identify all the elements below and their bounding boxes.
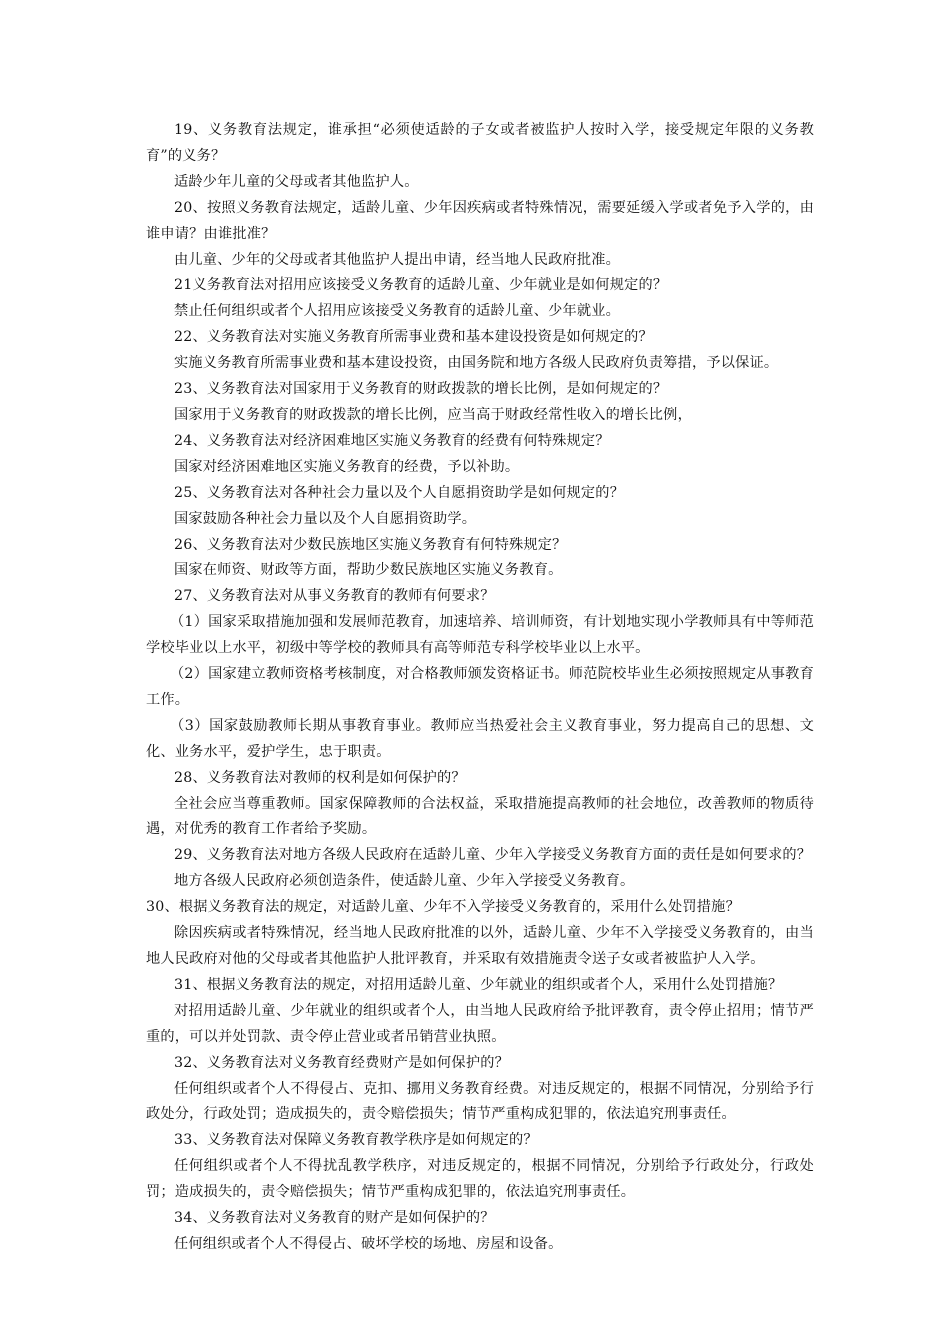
answer-31: 对招用适龄儿童、少年就业的组织或者个人，由当地人民政府给予批评教育，责令停止招用；情节严重的，可以并处罚款、责令停止营业或者吊销营业执照。 bbox=[146, 1002, 814, 1045]
document-body bbox=[146, 118, 814, 1258]
answer-27-item-3: （3）国家鼓励教师长期从事教育事业。教师应当热爱社会主义教育事业，努力提高自己的思想、文化、业务水平，爱护学生，忠于职责。 bbox=[146, 717, 814, 760]
question-30: 30、根据义务教育法的规定，对适龄儿童、少年不入学接受义务教育的，采用什么处罚措施？ bbox=[146, 899, 740, 916]
question-28: 28、义务教育法对教师的权利是如何保护的？ bbox=[174, 769, 466, 786]
answer-22: 实施义务教育所需事业费和基本建设投资，由国务院和地方各级人民政府负责筹措，予以保证。 bbox=[174, 355, 779, 372]
question-26: 26、义务教育法对少数民族地区实施义务教育有何特殊规定？ bbox=[174, 536, 567, 553]
answer-33: 任何组织或者个人不得扰乱教学秩序，对违反规定的，根据不同情况，分别给予行政处分，行政处罚；造成损失的，责令赔偿损失；情节严重构成犯罪的，依法追究刑事责任。 bbox=[146, 1158, 814, 1201]
answer-27-item-1: （1）国家采取措施加强和发展师范教育，加速培养、培训师资，有计划地实现小学教师具有中等师范学校毕业以上水平，初级中等学校的教师具有高等师范专科学校毕业以上水平。 bbox=[146, 614, 814, 657]
question-25: 25、义务教育法对各种社会力量以及个人自愿捐资助学是如何规定的？ bbox=[174, 484, 625, 501]
answer-21: 禁止任何组织或者个人招用应该接受义务教育的适龄儿童、少年就业。 bbox=[174, 303, 621, 320]
question-21: 21义务教育法对招用应该接受义务教育的适龄儿童、少年就业是如何规定的？ bbox=[174, 277, 668, 294]
question-31: 31、根据义务教育法的规定，对招用适龄儿童、少年就业的组织或者个人，采用什么处罚措施？ bbox=[174, 976, 783, 993]
question-22: 22、义务教育法对实施义务教育所需事业费和基本建设投资是如何规定的？ bbox=[174, 329, 653, 346]
question-29: 29、义务教育法对地方各级人民政府在适龄儿童、少年入学接受义务教育方面的责任是如何要求的？ bbox=[174, 847, 812, 864]
answer-24: 国家对经济困难地区实施义务教育的经费，予以补助。 bbox=[174, 458, 520, 475]
question-33: 33、义务教育法对保障义务教育教学秩序是如何规定的？ bbox=[174, 1132, 538, 1149]
question-19: 19、义务教育法规定，谁承担“必须使适龄的子女或者被监护人按时入学，接受规定年限的义务教育”的义务？ bbox=[146, 122, 814, 164]
answer-23: 国家用于义务教育的财政拨款的增长比例，应当高于财政经常性收入的增长比例， bbox=[174, 406, 692, 423]
answer-32: 任何组织或者个人不得侵占、克扣、挪用义务教育经费。对违反规定的，根据不同情况，分别给予行政处分，行政处罚；造成损失的，责令赔偿损失；情节严重构成犯罪的，依法追究刑事责任。 bbox=[146, 1080, 814, 1123]
question-32: 32、义务教育法对义务教育经费财产是如何保护的？ bbox=[174, 1054, 509, 1071]
question-20: 20、按照义务教育法规定，适龄儿童、少年因疾病或者特殊情况，需要延缓入学或者免予入学的，由谁申请？由谁批准？ bbox=[146, 199, 814, 242]
answer-26: 国家在师资、财政等方面，帮助少数民族地区实施义务教育。 bbox=[174, 562, 563, 579]
question-27: 27、义务教育法对从事义务教育的教师有何要求？ bbox=[174, 588, 495, 605]
answer-27-item-2: （2）国家建立教师资格考核制度，对合格教师颁发资格证书。师范院校毕业生必须按照规定从事教育工作。 bbox=[146, 666, 814, 708]
answer-30: 除因疾病或者特殊情况，经当地人民政府批准的以外，适龄儿童、少年不入学接受义务教育的，由当地人民政府对他的父母或者其他监护人批评教育，并采取有效措施责令送子女或者被监护人入学。 bbox=[146, 925, 814, 967]
question-34: 34、义务教育法对义务教育的财产是如何保护的？ bbox=[174, 1210, 495, 1227]
answer-34: 任何组织或者个人不得侵占、破坏学校的场地、房屋和设备。 bbox=[174, 1235, 563, 1252]
answer-25: 国家鼓励各种社会力量以及个人自愿捐资助学。 bbox=[174, 510, 477, 527]
answer-19: 适龄少年儿童的父母或者其他监护人。 bbox=[174, 173, 419, 190]
question-24: 24、义务教育法对经济困难地区实施义务教育的经费有何特殊规定？ bbox=[174, 432, 610, 449]
answer-28: 全社会应当尊重教师。国家保障教师的合法权益，采取措施提高教师的社会地位，改善教师的物质待遇，对优秀的教育工作者给予奖励。 bbox=[146, 795, 814, 838]
answer-20: 由儿童、少年的父母或者其他监护人提出申请，经当地人民政府批准。 bbox=[174, 251, 621, 268]
answer-29: 地方各级人民政府必须创造条件，使适龄儿童、少年入学接受义务教育。 bbox=[174, 873, 635, 890]
question-23: 23、义务教育法对国家用于义务教育的财政拨款的增长比例，是如何规定的？ bbox=[174, 381, 668, 398]
